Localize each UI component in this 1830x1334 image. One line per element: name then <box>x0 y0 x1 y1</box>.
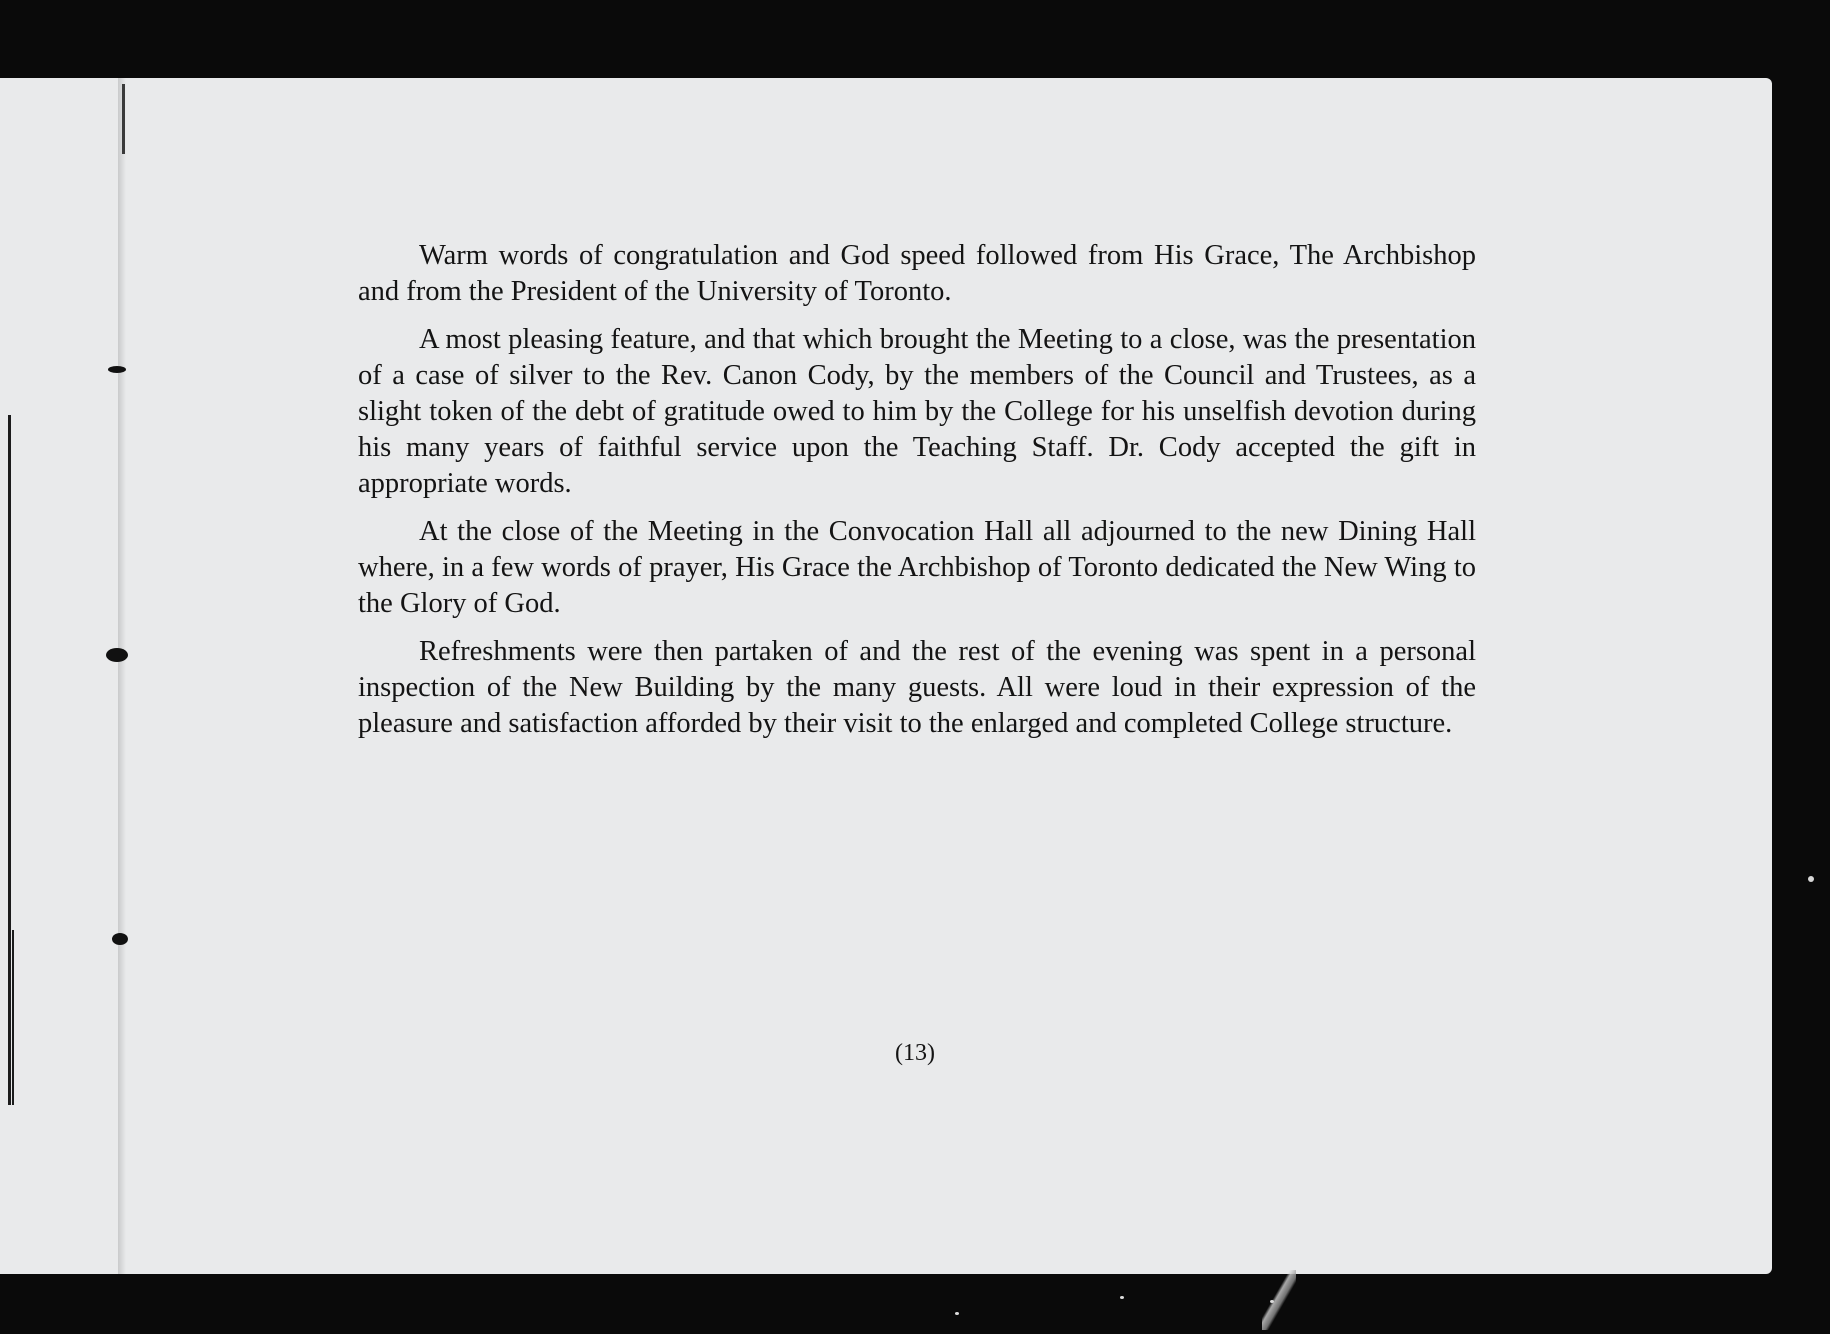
binding-hole-mark <box>106 648 128 662</box>
page-gutter <box>118 78 126 1274</box>
paragraph: A most pleasing feature, and that which brought the Meeting to a close, was the presentation of a case of silver to the Rev. Canon Cody, by the members of the Council and Trustees, as a slight token of the debt of gratitude owed to him by the College for his unselfish devotion during his many years of faithful service upon the Teaching Staff. Dr. Cody accepted the gift in appropriate words. <box>358 324 1476 499</box>
scan-artifact <box>1808 876 1814 882</box>
fold-line <box>122 84 125 154</box>
body-text <box>358 238 1476 754</box>
binding-hole-mark <box>112 933 128 945</box>
dust-speck <box>955 1312 959 1315</box>
page-number: (13) <box>895 1040 935 1066</box>
left-page-edge-inner <box>0 930 14 1105</box>
paragraph: At the close of the Meeting in the Convocation Hall all adjourned to the new Dining Hall where, in a few words of prayer, His Grace the Archbishop of Toronto dedicated the New Wing to the Glory of God. <box>358 516 1476 619</box>
scan-artifact <box>1262 1270 1296 1330</box>
paragraph: Warm words of congratulation and God speed followed from His Grace, The Archbishop and from the President of the University of Toronto. <box>358 240 1476 307</box>
dust-speck <box>1120 1296 1124 1299</box>
paragraph: Refreshments were then partaken of and the rest of the evening was spent in a personal inspection of the New Building by the many guests. All were loud in their expression of the pleasure and satisfaction afforded by their visit to the enlarged and completed College structure. <box>358 636 1476 739</box>
binding-hole-mark <box>108 366 126 373</box>
